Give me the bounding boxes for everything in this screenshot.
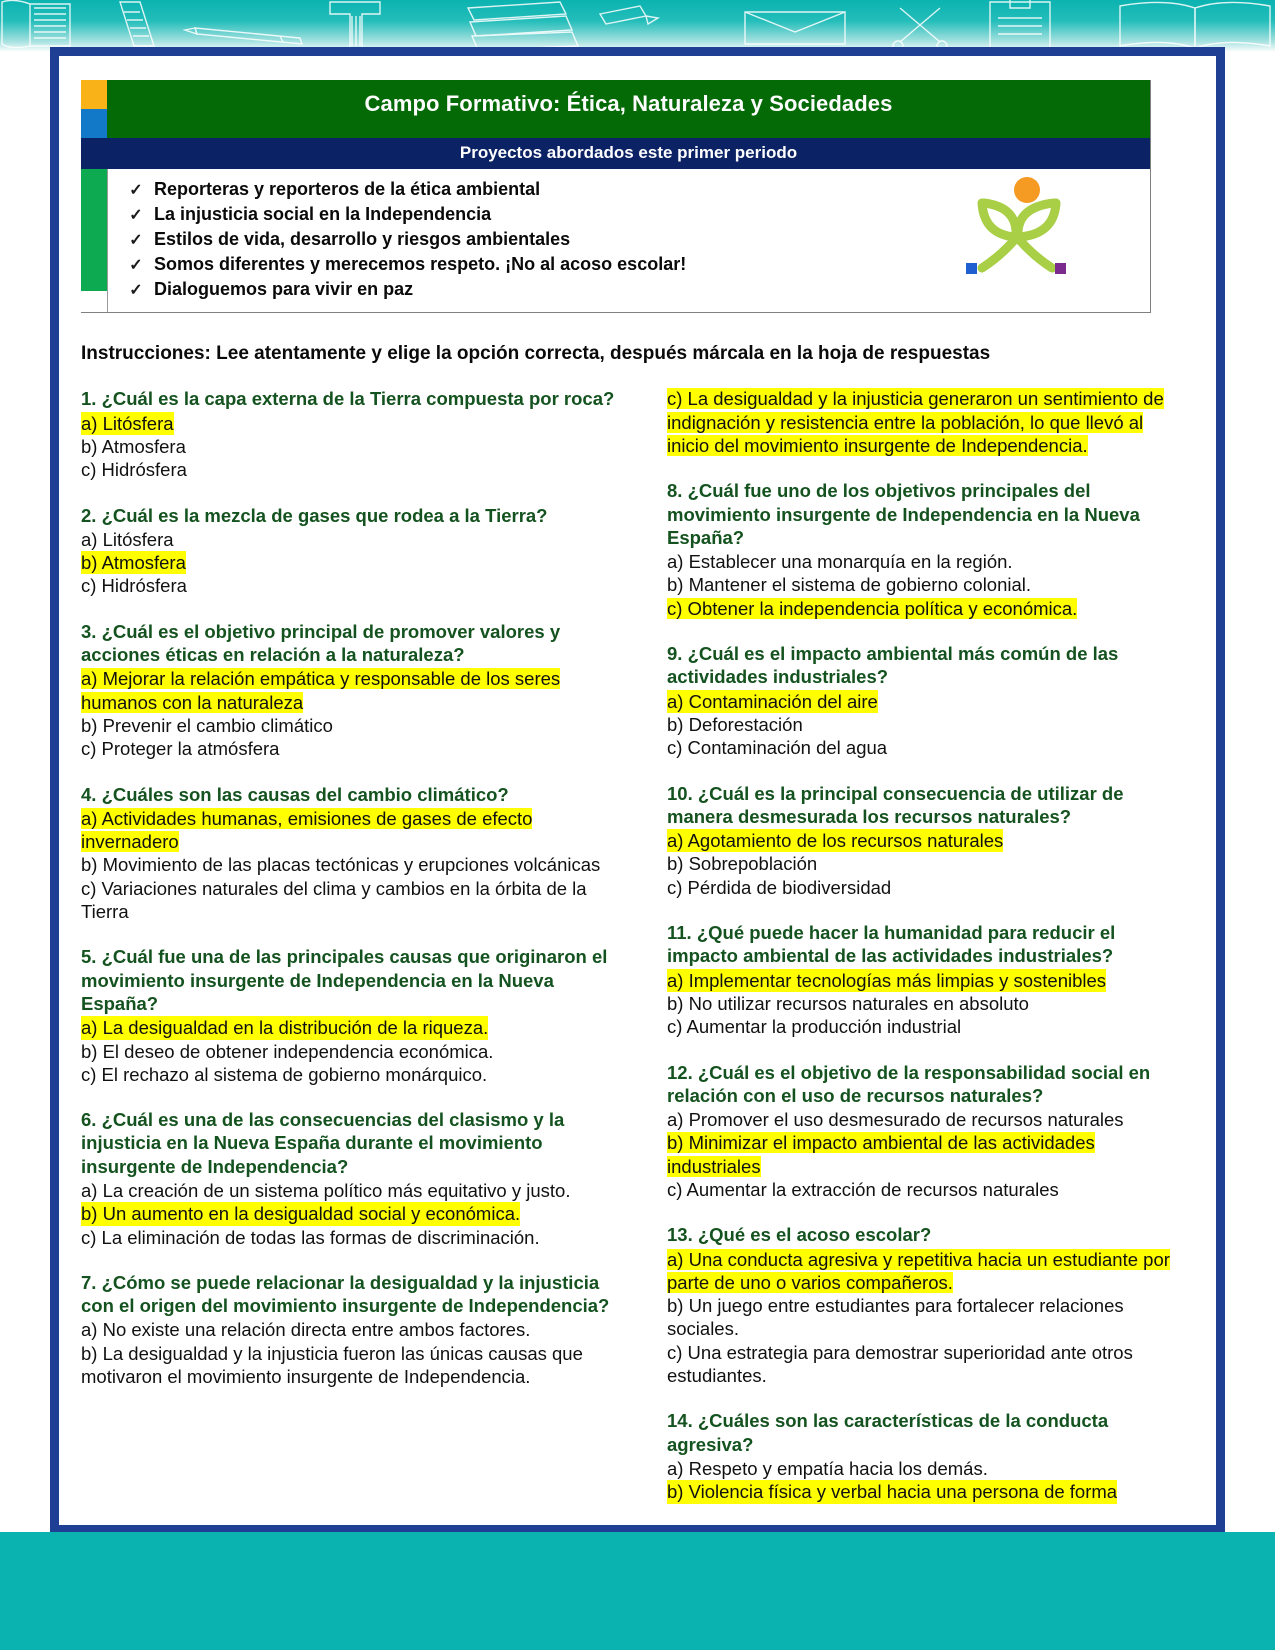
option-b[interactable]: b) Atmosfera: [81, 435, 186, 457]
proyectos-subtitle: Proyectos abordados este primer periodo: [107, 138, 1150, 169]
option-a[interactable]: a) Establecer una monarquía en la región.: [667, 551, 1013, 573]
question-block-11: [667, 921, 1175, 1038]
option-c[interactable]: c) Hidrósfera: [81, 575, 187, 597]
option-a[interactable]: a) Agotamiento de los recursos naturales: [667, 830, 1004, 852]
option-c[interactable]: c) La eliminación de todas las formas de discriminación.: [81, 1226, 540, 1248]
option-b[interactable]: b) No utilizar recursos naturales en absoluto: [667, 992, 1029, 1014]
option-b[interactable]: b) Atmosfera: [81, 552, 186, 574]
logo-head-circle: [1014, 177, 1040, 203]
option-a[interactable]: a) La creación de un sistema político más equitativo y justo.: [81, 1180, 571, 1201]
nueva-escuela-mexicana-logo: [960, 175, 1070, 283]
option-a-text: a) Mejorar la relación empática y responsable de los seres humanos con la naturaleza: [81, 668, 561, 713]
option-c-text: c) La desigualdad y la injusticia generaron un sentimiento de indignación y resistencia entre la población, lo que llevó al inicio del movimiento insurgente de Independencia.: [667, 388, 1164, 456]
option-b[interactable]: b) Violencia física y verbal hacia una persona de forma: [667, 1481, 1118, 1503]
exam-page-frame: [50, 47, 1225, 1534]
option-b[interactable]: b) Un aumento en la desigualdad social y económica.: [81, 1203, 521, 1225]
question-block-8: [667, 479, 1175, 620]
option-a[interactable]: [81, 667, 624, 714]
question-block-12: [667, 1061, 1175, 1202]
header-title-row: [81, 80, 1150, 138]
option-b[interactable]: b) Mantener el sistema de gobierno colonial.: [667, 574, 1032, 596]
project-label: Dialoguemos para vivir en paz: [154, 279, 414, 300]
check-icon: ✓: [129, 207, 143, 225]
exam-header-block: [81, 80, 1151, 313]
option-a[interactable]: a) Litósfera: [81, 528, 174, 550]
option-b[interactable]: b) Movimiento de las placas tectónicas y erupciones volcánicas: [81, 854, 601, 876]
option-b[interactable]: b) Un juego entre estudiantes para fortalecer relaciones sociales.: [667, 1295, 1124, 1340]
option-b-text: b) Minimizar el impacto ambiental de las actividades industriales: [667, 1132, 1095, 1177]
option-c[interactable]: c) Proteger la atmósfera: [81, 738, 280, 760]
question-text: 14. ¿Cuáles son las características de la conducta agresiva?: [667, 1410, 1109, 1455]
question-text: 7. ¿Cómo se puede relacionar la desigualdad y la injusticia con el origen del movimiento insurgente de Independencia?: [81, 1271, 610, 1317]
exam-page-content: [59, 56, 1216, 1525]
projects-row: [81, 169, 1150, 312]
decorative-top-band: [0, 0, 1275, 52]
question-text: 11. ¿Qué puede hacer la humanidad para reducir el impacto ambiental de las actividades industriales?: [667, 922, 1116, 967]
option-b[interactable]: b) Deforestación: [667, 713, 803, 735]
quiz-column-right: [667, 387, 1175, 1503]
question-block-6: [81, 1108, 624, 1249]
option-a[interactable]: a) Contaminación del aire: [667, 690, 878, 712]
option-a-text: a) Una conducta agresiva y repetitiva hacia un estudiante por parte de uno o varios compañeros.: [667, 1248, 1170, 1293]
quiz-columns: [81, 387, 1194, 1503]
option-a-text: a) Actividades humanas, emisiones de gases de efecto invernadero: [81, 807, 533, 853]
check-icon: ✓: [129, 232, 143, 250]
option-a[interactable]: [667, 1248, 1175, 1295]
question-7-continuation: [667, 387, 1175, 457]
option-b[interactable]: b) La desigualdad y la injusticia fueron las únicas causas que motivaron el movimiento insurgente de Independencia.: [81, 1342, 583, 1388]
instructions-text: Instrucciones: Lee atentamente y elige la opción correcta, después márcala en la hoja de respuestas: [81, 343, 991, 365]
logo-right-stem: [1017, 237, 1052, 268]
project-label: Reporteras y reporteros de la ética ambiental: [154, 179, 541, 199]
subtitle-spacer: [81, 138, 107, 169]
option-b[interactable]: b) El deseo de obtener independencia económica.: [81, 1040, 494, 1062]
project-label: Estilos de vida, desarrollo y riesgos ambientales: [154, 229, 571, 250]
option-c[interactable]: c) Variaciones naturales del clima y cambios en la órbita de la Tierra: [81, 877, 587, 923]
question-text: 10. ¿Cuál es la principal consecuencia de utilizar de manera desmesurada los recursos naturales?: [667, 782, 1124, 827]
projects-body: [107, 169, 1150, 312]
option-b[interactable]: b) Prevenir el cambio climático: [81, 714, 333, 736]
question-text: 13. ¿Qué es el acoso escolar?: [667, 1224, 932, 1246]
question-text: 4. ¿Cuáles son las causas del cambio climático?: [81, 783, 509, 805]
question-text: 12. ¿Cuál es el objetivo de la responsabilidad social en relación con el uso de recursos naturales?: [667, 1061, 1151, 1106]
header-subtitle-row: [81, 138, 1150, 169]
green-swatch-column: [81, 169, 107, 312]
project-label: La injusticia social en la Independencia: [154, 204, 492, 225]
check-icon: ✓: [129, 282, 143, 300]
header-swatch-column: [81, 80, 107, 138]
question-block-9: [667, 642, 1175, 759]
school-supplies-pattern-icon: [0, 0, 1275, 52]
campo-formativo-title: Campo Formativo: Ética, Naturaleza y Sociedades: [107, 80, 1150, 138]
option-a[interactable]: a) Respeto y empatía hacia los demás.: [667, 1457, 988, 1479]
option-a[interactable]: [81, 807, 624, 854]
option-c[interactable]: [667, 597, 1175, 620]
check-icon: ✓: [129, 182, 143, 199]
question-block-5: [81, 945, 624, 1086]
question-block-13: [667, 1223, 1175, 1387]
question-block-2: [81, 504, 624, 598]
blue-swatch: [81, 109, 107, 138]
question-text: 2. ¿Cuál es la mezcla de gases que rodea a la Tierra?: [81, 504, 548, 526]
option-a[interactable]: a) La desigualdad en la distribución de la riqueza.: [81, 1017, 489, 1039]
question-block-3: [81, 620, 624, 761]
logo-left-stem: [982, 237, 1017, 268]
option-c[interactable]: c) El rechazo al sistema de gobierno monárquico.: [81, 1063, 488, 1085]
option-c[interactable]: c) Una estrategia para demostrar superioridad ante otros estudiantes.: [667, 1341, 1133, 1387]
question-text: 1. ¿Cuál es la capa externa de la Tierra compuesta por roca?: [81, 388, 615, 410]
option-a[interactable]: a) Promover el uso desmesurado de recursos naturales: [667, 1109, 1124, 1131]
option-c-text: c) Obtener la independencia política y económica.: [667, 597, 1078, 619]
question-text: 5. ¿Cuál fue una de las principales causas que originaron el movimiento insurgente de Independencia en la Nueva España?: [81, 946, 608, 1014]
question-block-14: [667, 1409, 1175, 1503]
quiz-column-left: [81, 387, 624, 1503]
option-c[interactable]: c) Pérdida de biodiversidad: [667, 876, 892, 898]
option-c[interactable]: c) Aumentar la producción industrial: [667, 1016, 962, 1038]
option-b[interactable]: [667, 1131, 1175, 1178]
question-text: 6. ¿Cuál es una de las consecuencias del clasismo y la injusticia en la Nueva España durante el movimiento insurgente de Independencia?: [81, 1109, 565, 1177]
logo-blue-square: [966, 263, 977, 274]
option-c[interactable]: c) Hidrósfera: [81, 459, 187, 481]
project-label: Somos diferentes y merecemos respeto. ¡No al acoso escolar!: [154, 254, 687, 275]
question-text: 9. ¿Cuál es el impacto ambiental más común de las actividades industriales?: [667, 643, 1119, 688]
logo-purple-square: [1055, 263, 1066, 274]
question-block-4: [81, 783, 624, 924]
option-a[interactable]: a) No existe una relación directa entre ambos factores.: [81, 1319, 531, 1341]
decorative-bottom-band: [0, 1532, 1275, 1650]
question-block-10: [667, 782, 1175, 899]
option-a[interactable]: a) Litósfera: [81, 412, 174, 434]
plant-person-logo-icon: [960, 175, 1070, 283]
option-c[interactable]: [667, 387, 1175, 457]
orange-swatch: [81, 80, 107, 109]
check-icon: ✓: [129, 257, 143, 275]
option-c[interactable]: c) Contaminación del agua: [667, 737, 888, 759]
question-text: 3. ¿Cuál es el objetivo principal de promover valores y acciones éticas en relación a la naturaleza?: [81, 620, 561, 666]
question-block-1: [81, 387, 624, 481]
option-c[interactable]: c) Aumentar la extracción de recursos naturales: [667, 1179, 1059, 1200]
green-swatch: [81, 169, 107, 291]
question-text: 8. ¿Cuál fue uno de los objetivos principales del movimiento insurgente de Independencia en la Nueva España?: [667, 480, 1140, 548]
option-a[interactable]: a) Implementar tecnologías más limpias y sostenibles: [667, 969, 1107, 991]
option-b[interactable]: b) Sobrepoblación: [667, 853, 818, 875]
question-block-7: [81, 1271, 624, 1388]
